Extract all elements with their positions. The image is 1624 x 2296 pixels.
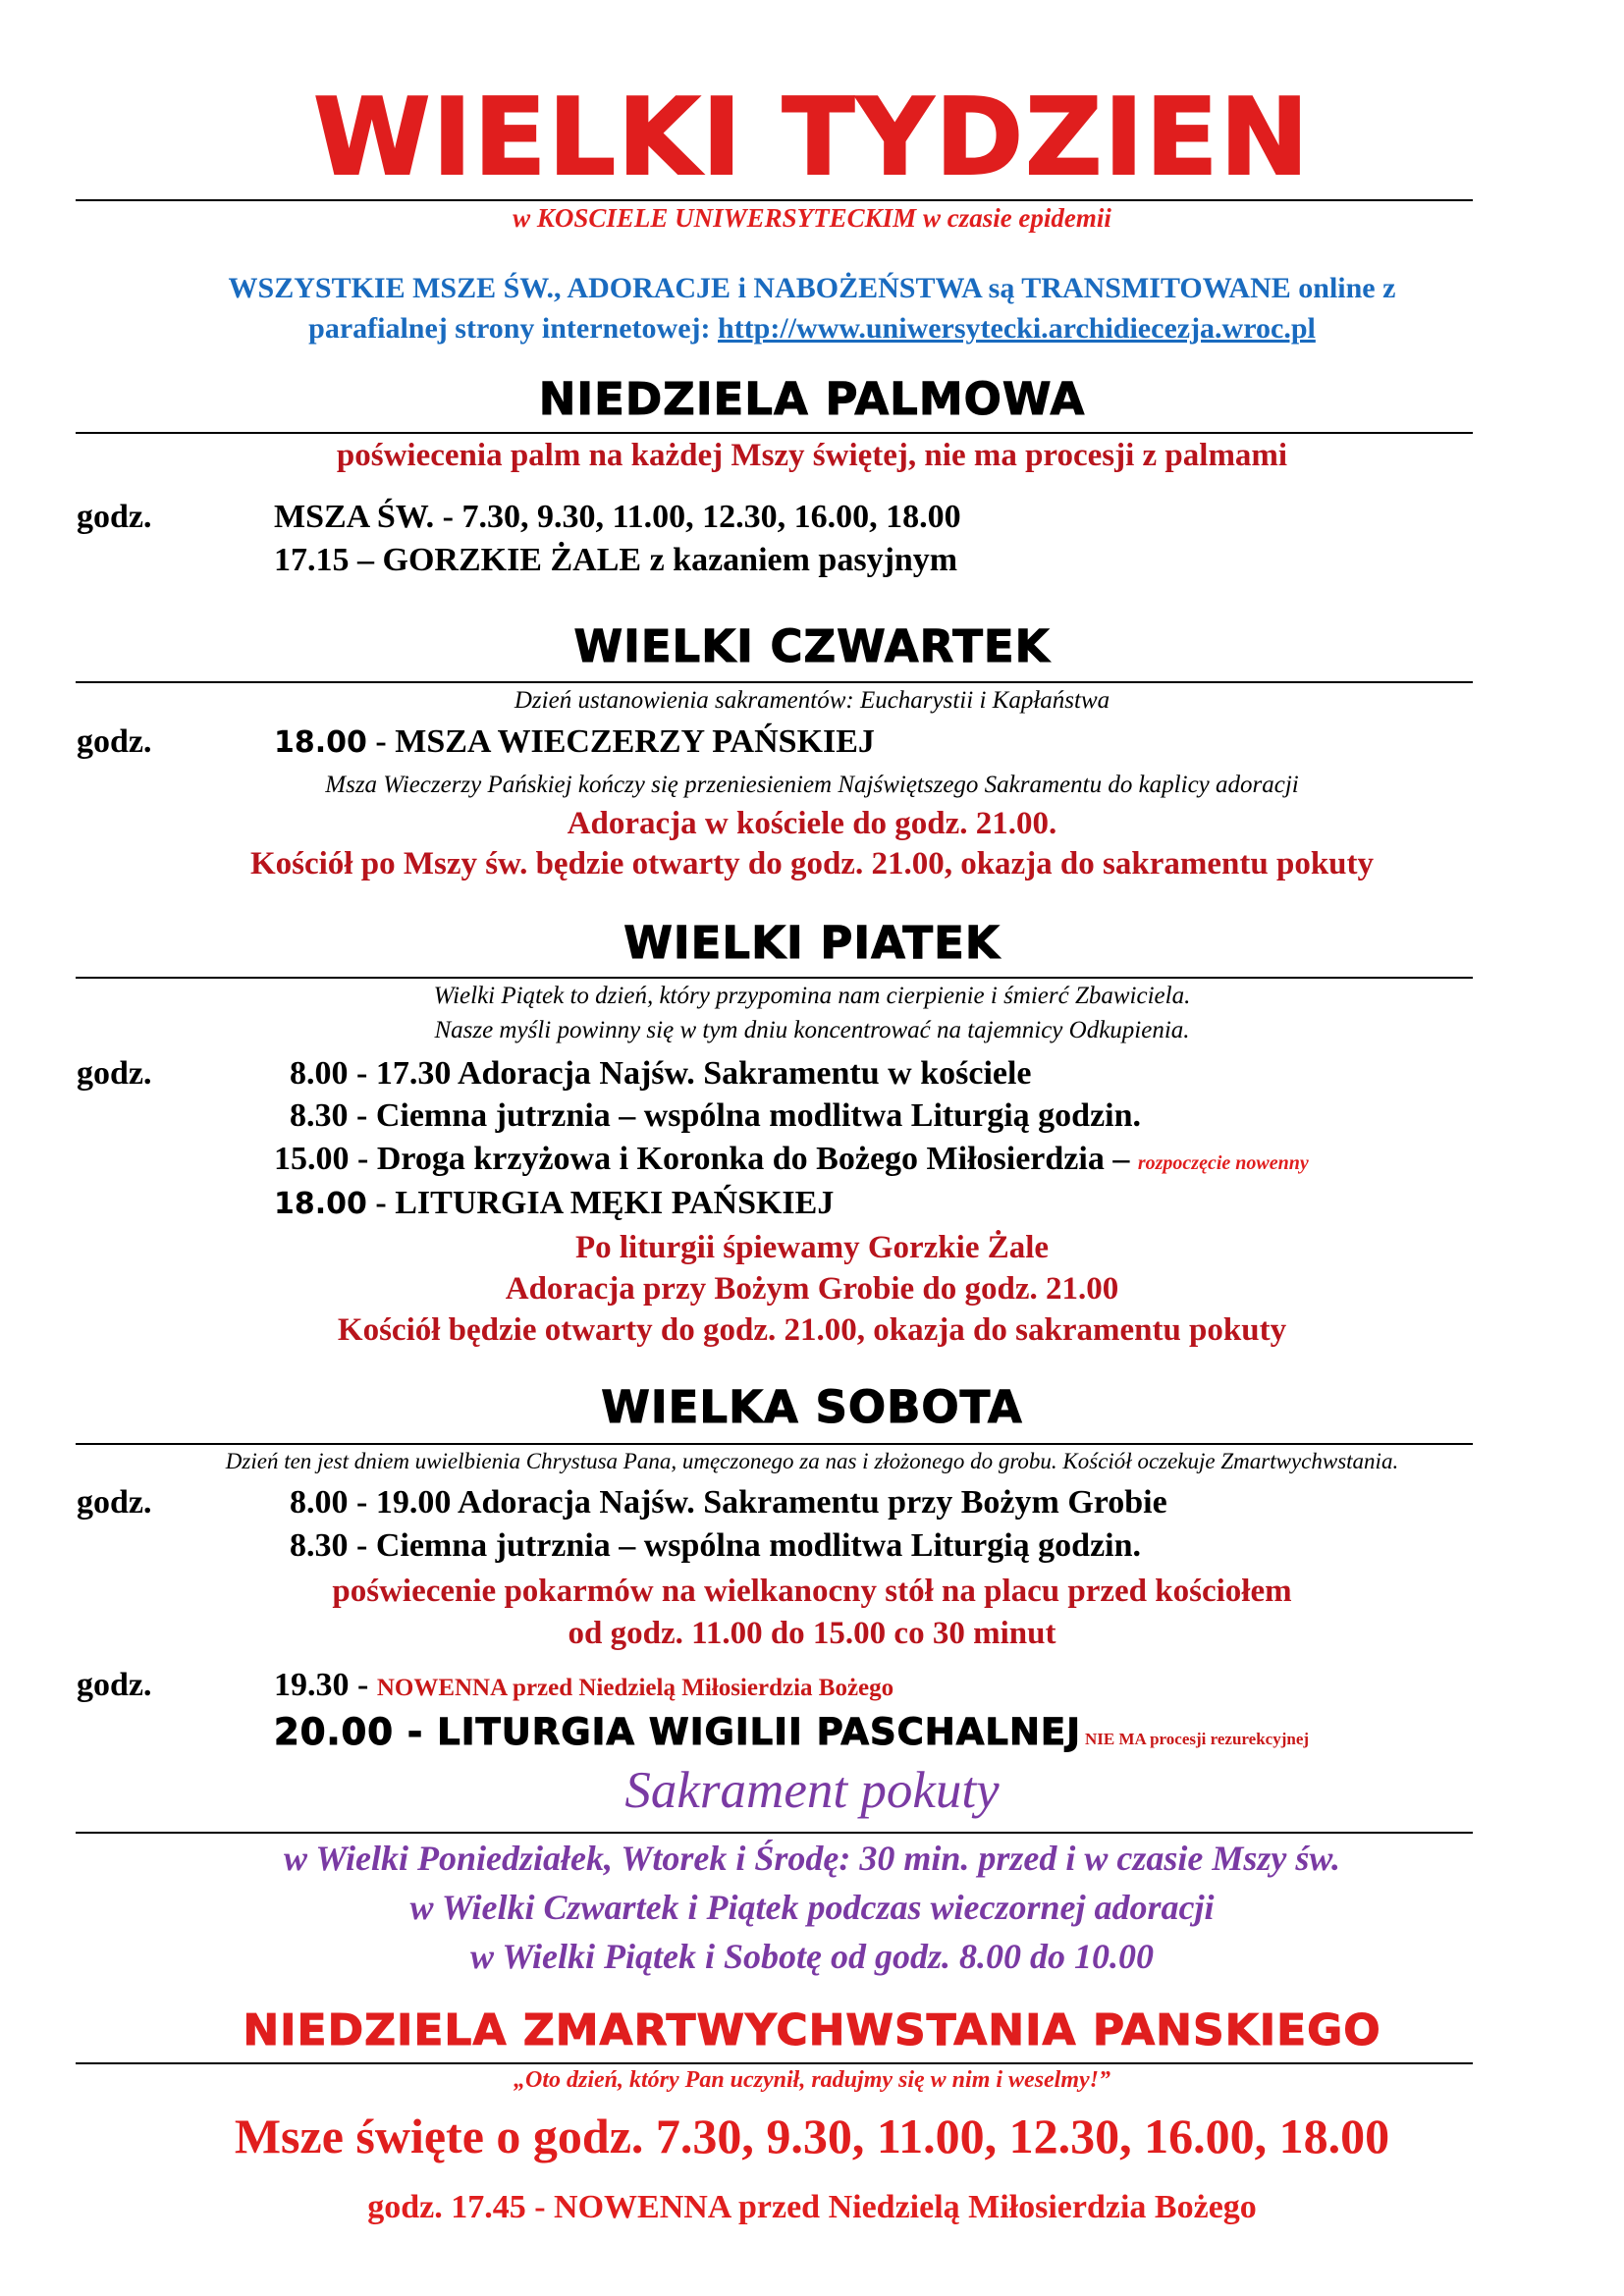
broadcast-prefix: parafialnej strony internetowej: xyxy=(308,312,719,345)
palm-sunday-masses: MSZA ŚW. - 7.30, 9.30, 11.00, 12.30, 16.00, 18.00 xyxy=(274,499,961,535)
vigil-title: 20.00 - LITURGIA WIGILII PASCHALNEJ xyxy=(274,1711,1081,1753)
novena-time: 19.30 - xyxy=(274,1667,377,1703)
novena-title: NOWENNA przed Niedzielą Miłosierdzia Bożego xyxy=(376,1675,894,1701)
liturgy-title: - LITURGIA MĘKI PAŃSKIEJ xyxy=(366,1185,835,1221)
godz-label: godz. xyxy=(77,1484,152,1521)
confession-line-2: w Wielki Czwartek i Piątek podczas wieczornej adoracji xyxy=(409,1888,1215,1927)
holy-thursday-heading: WIELKI CZWARTEK xyxy=(573,620,1051,672)
broadcast-line-2 xyxy=(0,312,1624,346)
divider xyxy=(76,1832,1473,1834)
novena-start-note: rozpoczęcie nowenny xyxy=(1137,1152,1309,1174)
vigil-note: NIE MA procesji rezurekcyjnej xyxy=(1084,1730,1310,1748)
holy-thursday-mass xyxy=(274,723,875,761)
divider xyxy=(76,432,1473,434)
holy-saturday-food-blessing: poświecenie pokarmów na wielkanocny stół na placu przed kościołem xyxy=(332,1574,1292,1609)
good-friday-church-open: Kościół będzie otwarty do godz. 21.00, okazja do sakramentu pokuty xyxy=(337,1312,1287,1348)
good-friday-liturgy xyxy=(274,1185,834,1222)
mass-time: 18.00 xyxy=(274,725,367,760)
holy-thursday-church-open: Kościół po Mszy św. będzie otwarty do godz. 21.00, okazja do sakramentu pokuty xyxy=(249,846,1375,881)
confession-line-1: w Wielki Poniedziałek, Wtorek i Środę: 30 min. przed i w czasie Mszy św. xyxy=(283,1839,1341,1878)
holy-saturday-note: Dzień ten jest dniem uwielbienia Chrystusa Pana, umęczonego za nas i złożonego do grobu. Kościół oczekuje Zmartwychwstania. xyxy=(225,1449,1399,1473)
parish-website-link[interactable]: http://www.uniwersytecki.archidiecezja.wroc.pl xyxy=(718,312,1316,345)
good-friday-heading: WIELKI PIATEK xyxy=(623,917,1001,969)
godz-label: godz. xyxy=(77,499,152,535)
holy-thursday-note: Dzień ustanowienia sakramentów: Eucharystii i Kapłaństwa xyxy=(514,687,1110,714)
mass-title: - MSZA WIECZERZY PAŃSKIEJ xyxy=(366,723,875,760)
page-subtitle: w KOSCIELE UNIWERSYTECKIM w czasie epidemii xyxy=(513,203,1111,233)
palm-sunday-heading: NIEDZIELA PALMOWA xyxy=(538,373,1086,425)
good-friday-note-2: Nasze myśli powinny się w tym dniu koncentrować na tajemnicy Odkupienia. xyxy=(434,1017,1190,1043)
broadcast-line-1: WSZYSTKIE MSZE ŚW., ADORACJE i NABOŻEŃSTWA są TRANSMITOWANE online z xyxy=(228,272,1396,304)
divider xyxy=(76,977,1473,979)
liturgy-time: 18.00 xyxy=(274,1187,367,1221)
holy-saturday-food-blessing-hours: od godz. 11.00 do 15.00 co 30 minut xyxy=(568,1616,1056,1651)
divider xyxy=(76,199,1473,201)
holy-thursday-adoration: Adoracja w kościele do godz. 21.00. xyxy=(567,806,1057,841)
holy-saturday-heading: WIELKA SOBOTA xyxy=(601,1381,1023,1433)
holy-thursday-note-2: Msza Wieczerzy Pańskiej kończy się przeniesieniem Najświętszego Sakramentu do kaplicy adoracji xyxy=(325,772,1299,798)
divider xyxy=(76,1443,1473,1445)
good-friday-note-1: Wielki Piątek to dzień, który przypomina nam cierpienie i śmierć Zbawiciela. xyxy=(433,983,1191,1009)
easter-sunday-heading: NIEDZIELA ZMARTWYCHWSTANIA PANSKIEGO xyxy=(243,2005,1381,2056)
good-friday-gorzkie-zale: Po liturgii śpiewamy Gorzkie Żale xyxy=(574,1230,1050,1265)
divider xyxy=(76,681,1473,683)
holy-saturday-vigil xyxy=(274,1711,1309,1753)
confession-heading: Sakrament pokuty xyxy=(624,1762,1000,1819)
good-friday-way-of-cross xyxy=(274,1141,1309,1178)
holy-saturday-novena xyxy=(274,1667,893,1704)
good-friday-tenebrae: 8.30 - Ciemna jutrznia – wspólna modlitwa Liturgią godzin. xyxy=(290,1097,1142,1134)
holy-saturday-adoration: 8.00 - 19.00 Adoracja Najśw. Sakramentu przy Bożym Grobie xyxy=(290,1484,1167,1521)
way-of-cross-text: 15.00 - Droga krzyżowa i Koronka do Bożego Miłosierdzia – xyxy=(274,1141,1138,1177)
godz-label: godz. xyxy=(77,723,152,760)
palm-sunday-gorzkie-zale: 17.15 – GORZKIE ŻALE z kazaniem pasyjnym xyxy=(274,542,958,578)
confession-line-3: w Wielki Piątek i Sobotę od godz. 8.00 do 10.00 xyxy=(469,1937,1154,1976)
good-friday-adoration: 8.00 - 17.30 Adoracja Najśw. Sakramentu w kościele xyxy=(290,1055,1032,1092)
easter-novena: godz. 17.45 - NOWENNA przed Niedzielą Miłosierdzia Bożego xyxy=(367,2189,1257,2225)
easter-masses: Msze święte o godz. 7.30, 9.30, 11.00, 12.30, 16.00, 18.00 xyxy=(234,2109,1390,2163)
holy-saturday-tenebrae: 8.30 - Ciemna jutrznia – wspólna modlitwa Liturgią godzin. xyxy=(290,1527,1142,1564)
good-friday-tomb-adoration: Adoracja przy Bożym Grobie do godz. 21.00 xyxy=(505,1271,1119,1307)
godz-label: godz. xyxy=(77,1055,152,1092)
divider xyxy=(76,2062,1473,2064)
godz-label: godz. xyxy=(77,1667,152,1703)
easter-quote: „Oto dzień, który Pan uczynił, radujmy się w nim i weselmy!” xyxy=(513,2067,1111,2093)
page-title: WIELKI TYDZIEN xyxy=(313,77,1311,199)
palm-sunday-note: poświecenia palm na każdej Mszy świętej, nie ma procesji z palmami xyxy=(336,438,1288,473)
